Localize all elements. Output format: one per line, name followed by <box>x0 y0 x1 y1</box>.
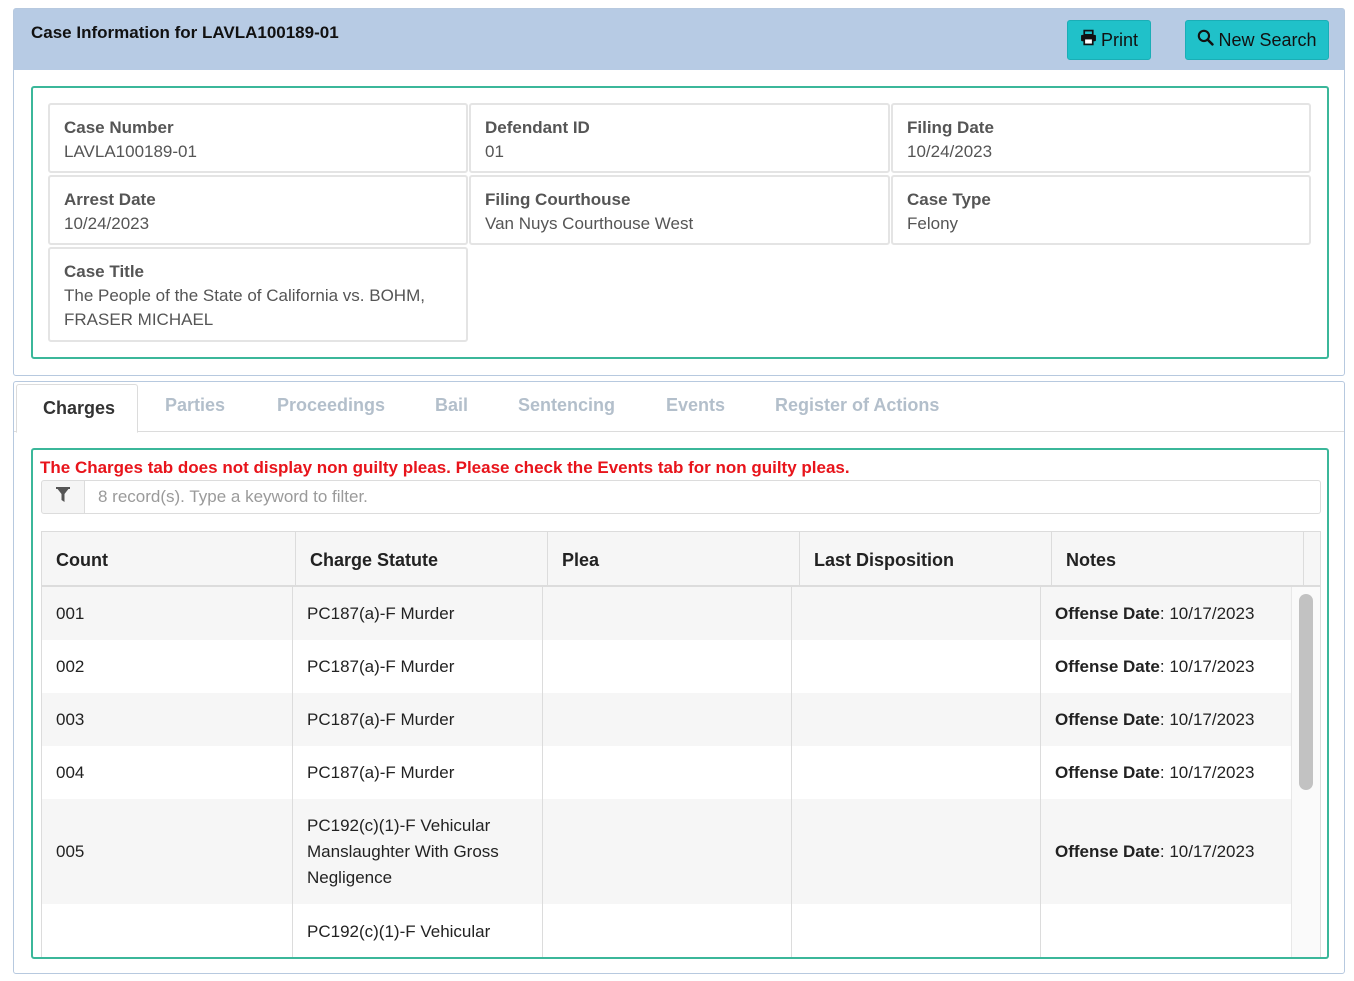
cell-plea <box>543 746 792 799</box>
notes-value: : 10/17/2023 <box>1159 709 1255 729</box>
table-row[interactable] <box>42 904 1291 959</box>
tab-proceedings[interactable]: Proceedings <box>277 395 386 415</box>
notes-value: : 10/17/2023 <box>1159 603 1255 623</box>
cell-charge-statute: PC192(c)(1)-F Vehicular <box>293 904 543 959</box>
filing-date-label: Filing Date <box>907 118 994 137</box>
case-type-label: Case Type <box>907 190 991 209</box>
column-header-last-disposition[interactable]: Last Disposition <box>800 532 1052 585</box>
cell-plea <box>543 693 792 746</box>
cell-count <box>42 904 293 959</box>
notes-value: : 10/17/2023 <box>1159 762 1255 782</box>
tab-charges[interactable]: Charges <box>16 384 138 433</box>
notes-label: Offense Date <box>1055 656 1160 676</box>
notes-label: Offense Date <box>1055 603 1160 623</box>
filter-input[interactable] <box>85 480 1321 514</box>
cell-notes <box>1041 746 1291 799</box>
cell-plea <box>543 799 792 904</box>
cell-notes <box>1041 693 1291 746</box>
cell-plea <box>543 640 792 693</box>
table-header <box>42 532 1320 587</box>
case-info-panel <box>13 8 1345 376</box>
cell-notes <box>1041 904 1291 959</box>
defendant-id-cell <box>469 103 890 173</box>
case-number-cell <box>48 103 468 173</box>
case-type-cell <box>891 175 1311 245</box>
case-number-value: LAVLA100189-01 <box>64 142 197 161</box>
filing-courthouse-cell <box>469 175 890 245</box>
case-number-label: Case Number <box>64 118 174 137</box>
case-details-box <box>31 86 1329 359</box>
cell-last-disposition <box>792 746 1041 799</box>
filing-date-cell <box>891 103 1311 173</box>
new-search-label: New Search <box>1218 29 1317 50</box>
filing-date-value: 10/24/2023 <box>907 142 993 161</box>
cell-charge-statute: PC187(a)-F Murder <box>293 746 543 799</box>
defendant-id-value: 01 <box>485 142 504 161</box>
arrest-date-value: 10/24/2023 <box>64 214 150 233</box>
case-title-label: Case Title <box>64 262 145 281</box>
printer-icon <box>1080 29 1097 51</box>
cell-charge-statute: PC187(a)-F Murder <box>293 587 543 640</box>
scrollbar-thumb[interactable] <box>1299 594 1313 790</box>
table-row[interactable] <box>42 693 1291 746</box>
defendant-id-label: Defendant ID <box>485 118 590 137</box>
cell-last-disposition <box>792 904 1041 959</box>
print-label: Print <box>1100 29 1138 50</box>
charges-table <box>41 531 1321 959</box>
cell-notes <box>1041 587 1291 640</box>
charges-panel <box>13 381 1345 974</box>
cell-count: 004 <box>42 746 293 799</box>
tab-events[interactable]: Events <box>666 395 726 415</box>
table-body <box>42 587 1291 959</box>
cell-notes <box>1041 799 1291 904</box>
notes-label: Offense Date <box>1055 762 1160 782</box>
table-row[interactable] <box>42 799 1291 904</box>
table-row[interactable] <box>42 587 1291 640</box>
tab-bar <box>14 382 1344 432</box>
cell-count: 001 <box>42 587 293 640</box>
cell-charge-statute: PC187(a)-F Murder <box>293 640 543 693</box>
column-header-count[interactable]: Count <box>42 532 296 585</box>
table-scrollbar[interactable] <box>1291 587 1320 959</box>
tab-register-of-actions[interactable]: Register of Actions <box>775 395 940 415</box>
filing-courthouse-label: Filing Courthouse <box>485 190 631 209</box>
filter-button[interactable] <box>41 480 85 514</box>
case-type-value: Felony <box>907 214 959 233</box>
notes-label: Offense Date <box>1055 709 1160 729</box>
notes-label: Offense Date <box>1055 841 1160 861</box>
page-title: Case Information for LAVLA100189-01 <box>31 23 339 42</box>
tab-sentencing[interactable]: Sentencing <box>518 395 616 415</box>
cell-charge-statute: PC187(a)-F Murder <box>293 693 543 746</box>
cell-count: 003 <box>42 693 293 746</box>
cell-last-disposition <box>792 587 1041 640</box>
cell-count: 005 <box>42 799 293 904</box>
table-row[interactable] <box>42 640 1291 693</box>
arrest-date-label: Arrest Date <box>64 190 156 209</box>
charges-content <box>31 448 1329 959</box>
cell-count: 002 <box>42 640 293 693</box>
cell-notes <box>1041 640 1291 693</box>
cell-charge-statute: PC192(c)(1)-F Vehicular Manslaughter With Gross Negligence <box>293 799 543 904</box>
cell-last-disposition <box>792 799 1041 904</box>
tab-parties[interactable]: Parties <box>165 395 226 415</box>
tab-bail[interactable]: Bail <box>435 395 469 415</box>
print-button[interactable] <box>1067 20 1151 60</box>
table-row[interactable] <box>42 746 1291 799</box>
panel-header <box>14 9 1344 70</box>
arrest-date-cell <box>48 175 468 245</box>
new-search-button[interactable] <box>1185 20 1329 60</box>
case-title-value: The People of the State of California vs. BOHM, FRASER MICHAEL <box>64 286 425 329</box>
cell-last-disposition <box>792 693 1041 746</box>
cell-plea <box>543 587 792 640</box>
case-title-cell <box>48 247 468 342</box>
column-header-notes[interactable]: Notes <box>1052 532 1304 585</box>
notes-value: : 10/17/2023 <box>1159 841 1255 861</box>
search-icon <box>1197 29 1214 51</box>
filing-courthouse-value: Van Nuys Courthouse West <box>485 214 694 233</box>
non-guilty-plea-warning: The Charges tab does not display non guilty pleas. Please check the Events tab for non guilty pleas. <box>40 458 850 477</box>
column-header-charge-statute[interactable]: Charge Statute <box>296 532 548 585</box>
cell-plea <box>543 904 792 959</box>
notes-value: : 10/17/2023 <box>1159 656 1255 676</box>
column-header-plea[interactable]: Plea <box>548 532 800 585</box>
cell-last-disposition <box>792 640 1041 693</box>
filter-icon <box>55 486 71 509</box>
